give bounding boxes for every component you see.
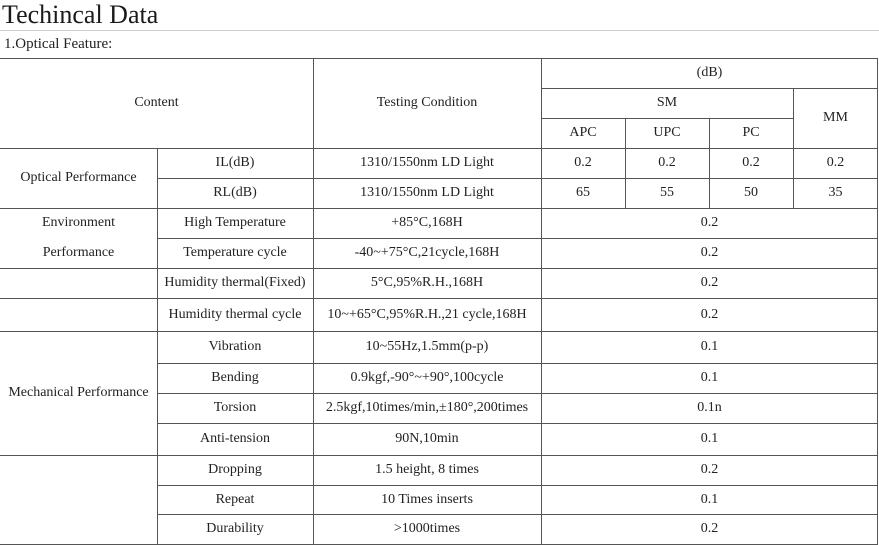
- value-rl-upc: 55: [660, 185, 674, 200]
- value-high-temperature: 0.2: [700, 215, 719, 230]
- value-il-pc: 0.2: [742, 155, 760, 170]
- item-dropping: Dropping: [208, 462, 262, 477]
- value-il-upc: 0.2: [658, 155, 676, 170]
- header-pc: PC: [742, 125, 760, 140]
- value-vibration: 0.1: [700, 339, 719, 354]
- group-mechanical-performance: Mechanical Performance: [8, 385, 149, 400]
- header-unit: (dB): [696, 65, 723, 80]
- header-sm: SM: [656, 95, 678, 110]
- header-upc: UPC: [653, 125, 681, 140]
- group-environment: Environment: [41, 215, 116, 230]
- value-il-apc: 0.2: [574, 155, 592, 170]
- group-performance: Performance: [42, 245, 115, 260]
- condition-humidity-fixed: 5°C,95%R.H.,168H: [370, 275, 484, 290]
- value-bending: 0.1: [700, 370, 719, 385]
- value-durability: 0.2: [700, 521, 719, 536]
- condition-anti-tension: 90N,10min: [395, 431, 459, 446]
- item-torsion: Torsion: [213, 400, 257, 415]
- header-mm: MM: [823, 110, 848, 125]
- header-content: Content: [134, 95, 179, 110]
- condition-dropping: 1.5 height, 8 times: [375, 462, 479, 477]
- item-il: IL(dB): [215, 155, 255, 170]
- value-torsion: 0.1n: [697, 400, 722, 415]
- condition-temperature-cycle: -40~+75°C,21cycle,168H: [354, 245, 500, 260]
- header-testing-condition: Testing Condition: [376, 95, 478, 110]
- item-anti-tension: Anti-tension: [200, 431, 270, 446]
- condition-durability: >1000times: [393, 521, 461, 536]
- value-rl-pc: 50: [744, 185, 758, 200]
- group-optical-performance: Optical Performance: [20, 170, 137, 185]
- item-rl: RL(dB): [213, 185, 257, 200]
- condition-il: 1310/1550nm LD Light: [360, 155, 494, 170]
- condition-torsion: 2.5kgf,10times/min,±180°,200times: [325, 400, 529, 415]
- condition-repeat: 10 Times inserts: [381, 491, 473, 507]
- value-rl-mm: 35: [828, 185, 843, 200]
- section-heading: 1.Optical Feature:: [4, 36, 113, 52]
- item-high-temperature: High Temperature: [184, 215, 286, 230]
- page-title: Techincal Data: [2, 0, 159, 29]
- value-anti-tension: 0.1: [700, 431, 719, 446]
- item-humidity-cycle: Humidity thermal cycle: [168, 306, 302, 322]
- condition-rl: 1310/1550nm LD Light: [360, 185, 494, 200]
- value-rl-apc: 65: [576, 185, 590, 200]
- item-humidity-fixed: Humidity thermal(Fixed): [164, 275, 306, 290]
- value-dropping: 0.2: [700, 462, 719, 477]
- condition-vibration: 10~55Hz,1.5mm(p-p): [365, 339, 489, 354]
- header-apc: APC: [569, 125, 597, 140]
- value-temperature-cycle: 0.2: [700, 245, 719, 260]
- item-bending: Bending: [211, 370, 259, 385]
- value-il-mm: 0.2: [826, 155, 845, 170]
- condition-humidity-cycle: 10~+65°C,95%R.H.,21 cycle,168H: [327, 306, 527, 322]
- condition-high-temperature: +85°C,168H: [391, 215, 463, 230]
- condition-bending: 0.9kgf,-90°~+90°,100cycle: [350, 370, 504, 385]
- item-temperature-cycle: Temperature cycle: [183, 245, 287, 260]
- value-humidity-cycle: 0.2: [700, 306, 719, 322]
- item-durability: Durability: [206, 521, 264, 536]
- value-repeat: 0.1: [700, 491, 719, 507]
- item-vibration: Vibration: [208, 339, 262, 354]
- item-repeat: Repeat: [215, 491, 255, 507]
- value-humidity-fixed: 0.2: [700, 275, 719, 290]
